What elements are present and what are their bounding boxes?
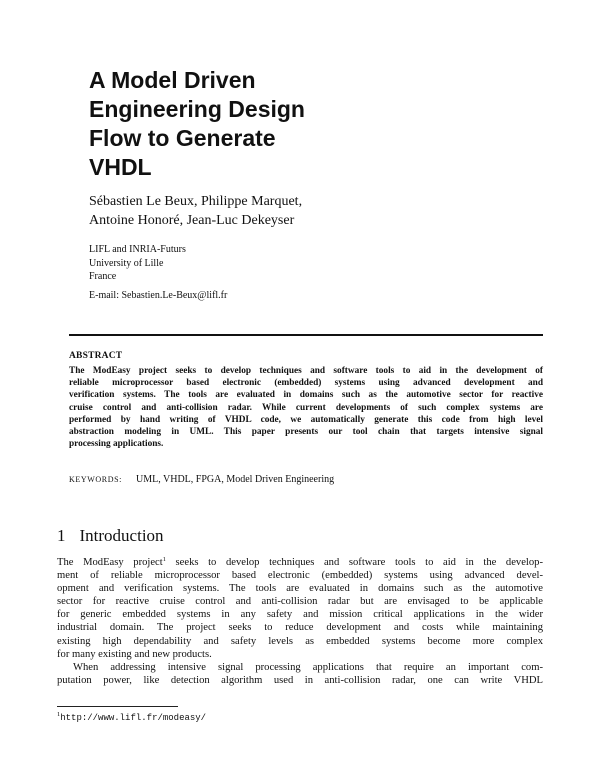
keywords-label: KEYWORDS: xyxy=(69,475,122,484)
title-line: A Model Driven xyxy=(89,67,256,93)
header-divider xyxy=(69,334,543,336)
body-line: for generic embedded systems in any safety and mission critical applications in the wider xyxy=(57,609,543,621)
body-line xyxy=(57,556,543,569)
body-line: existing high dependability and safety levels as embedded systems become more complex xyxy=(57,635,543,647)
abstract-line: cruise control and anti-collision radar. While current developments of such complex systems are xyxy=(69,402,543,413)
footnote-url[interactable]: http://www.lifl.fr/modeasy/ xyxy=(60,713,207,723)
body-text-fragment: seeks to develop techniques and software tools to aid in the develop- xyxy=(165,557,543,568)
author-line: Sébastien Le Beux, Philippe Marquet, xyxy=(89,194,303,209)
title-line: VHDL xyxy=(89,154,152,180)
abstract-line: reliable microprocessor based electronic (embedded) systems using advanced development and xyxy=(69,378,543,389)
title-line: Engineering Design xyxy=(89,96,305,122)
paper-title xyxy=(89,66,409,182)
footnote-divider xyxy=(57,706,178,707)
affiliation-block xyxy=(89,243,227,302)
body-line: for many existing and new products. xyxy=(57,648,212,660)
footnote-marker: 1 xyxy=(162,556,166,563)
title-line: Flow to Generate xyxy=(89,125,276,151)
abstract-line: The ModEasy project seeks to develop techniques and software tools to aid in the development of xyxy=(69,366,543,376)
abstract-line: verification systems. The tools are evaluated in domains such as the automotive sector for reactive xyxy=(69,390,543,401)
body-line: putation power, like detection algorithm used in anti-collision radar, one can write VHDL xyxy=(57,674,543,686)
abstract-line: processing applications. xyxy=(69,439,164,450)
affiliation-line: University of Lille xyxy=(89,257,164,269)
introduction-body xyxy=(57,556,543,687)
keywords xyxy=(69,474,334,485)
body-line: When addressing intensive signal processing applications that require an important com- xyxy=(73,661,543,673)
abstract-body xyxy=(69,365,543,450)
author-list xyxy=(89,192,302,230)
author-email: E-mail: Sebastien.Le-Beux@lifl.fr xyxy=(89,289,228,301)
abstract-line: performed by hand writing of VHDL code, we automatically generate this code from high level xyxy=(69,414,543,425)
footnote-number: 1 xyxy=(57,711,61,718)
body-line: opment and verification systems. The tools are evaluated in domains such as the automotive xyxy=(57,583,543,595)
section-number: 1 xyxy=(57,526,66,545)
keywords-value: UML, VHDL, FPGA, Model Driven Engineering xyxy=(135,474,335,485)
body-line: ment of reliable microprocessor based electronic (embedded) systems using advanced devel- xyxy=(57,570,543,582)
author-line: Antoine Honoré, Jean-Luc Dekeyser xyxy=(89,213,295,228)
abstract-heading: ABSTRACT xyxy=(69,351,123,361)
abstract-line: abstraction modeling in UML. This paper presents our tool chain that targets intensive signal xyxy=(69,427,543,438)
body-text-fragment: The ModEasy project xyxy=(57,557,163,568)
body-line: industrial domain. The project seeks to reduce development and costs while maintaining xyxy=(57,622,543,634)
section-title: Introduction xyxy=(79,526,164,545)
affiliation-line: France xyxy=(89,271,117,282)
footnote xyxy=(57,713,206,723)
affiliation-line: LIFL and INRIA-Futurs xyxy=(89,244,186,255)
body-line: sector for reactive cruise control and anti-collision radar but are envisaged to be applicable xyxy=(57,596,543,608)
section-heading xyxy=(57,526,164,546)
